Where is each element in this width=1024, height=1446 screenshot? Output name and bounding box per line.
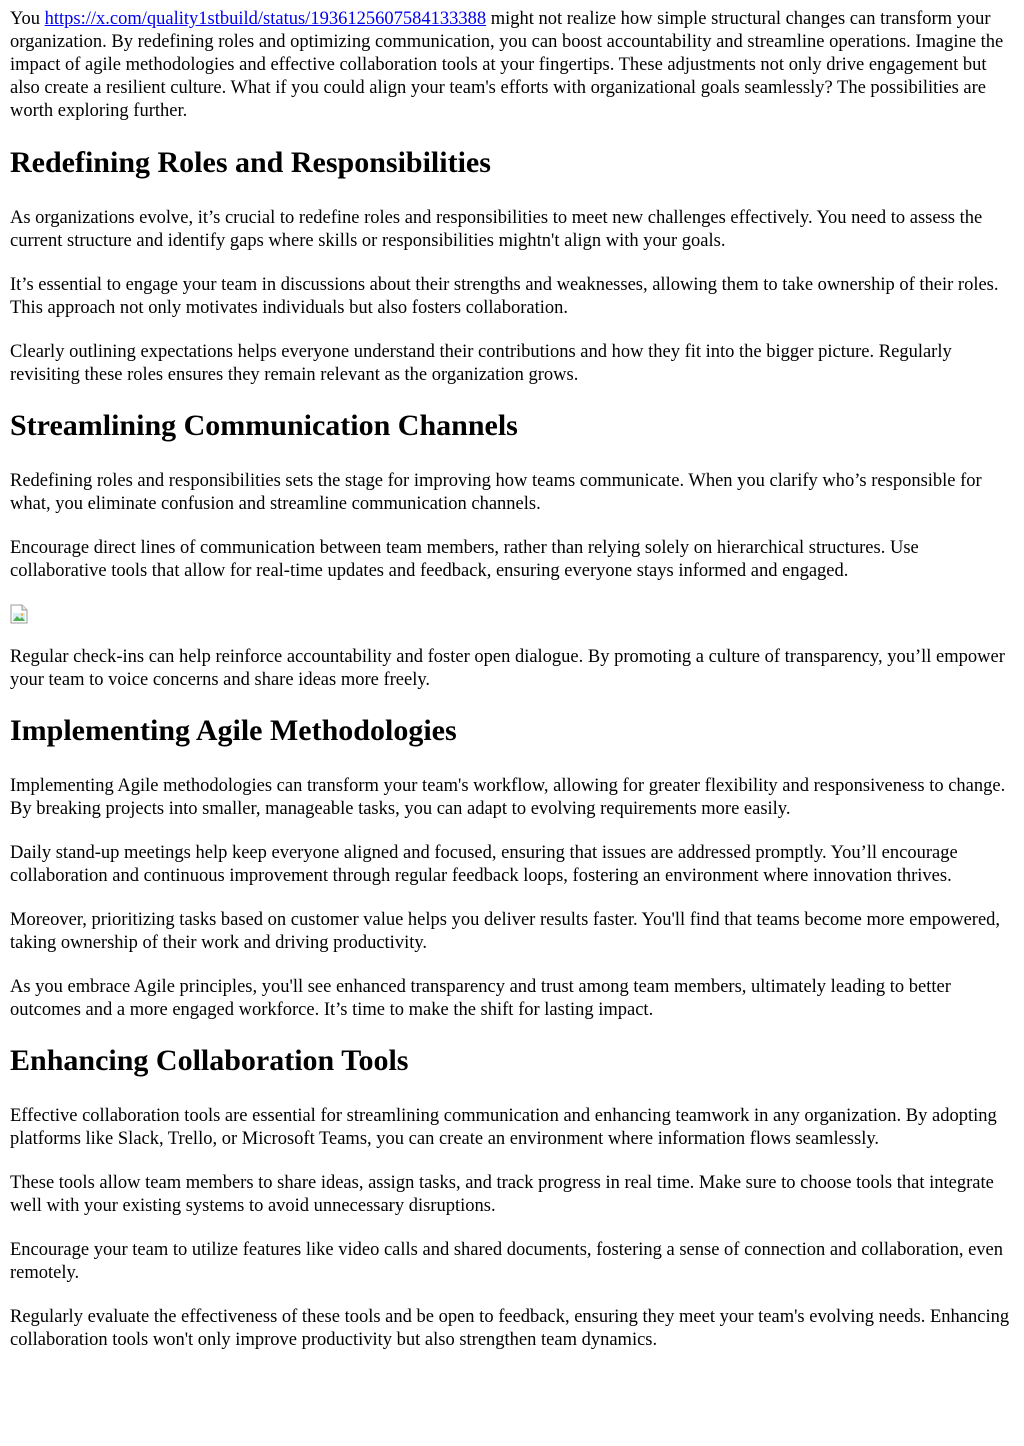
intro-paragraph <box>10 8 1014 123</box>
roles-paragraph-3: Clearly outlining expectations helps everyone understand their contributions and how they fit into the bigger picture. Regularly revisiting these roles ensures they remain relevant as the organization grows. <box>10 342 952 385</box>
agile-paragraph-4: As you embrace Agile principles, you'll see enhanced transparency and trust among team members, ultimately leading to better outcomes and a more engaged workforce. It’s time to make the shift for lasting impact. <box>10 977 951 1020</box>
communication-paragraph-2: Encourage direct lines of communication between team members, rather than relying solely on hierarchical structures. Use collaborative tools that allow for real-time updates and feedback, ensuring everyone stays informed and engaged. <box>10 538 919 581</box>
agile-paragraph-3: Moreover, prioritizing tasks based on customer value helps you deliver results faster. You'll find that teams become more empowered, taking ownership of their work and driving productivity. <box>10 910 1001 953</box>
section-heading-collaboration: Enhancing Collaboration Tools <box>10 1044 409 1077</box>
tweet-link[interactable]: https://x.com/quality1stbuild/status/1936125607584133388 <box>44 9 487 29</box>
collaboration-paragraph-1: Effective collaboration tools are essential for streamlining communication and enhancing teamwork in any organization. By adopting platforms like Slack, Trello, or Microsoft Teams, you can create an environment where information flows seamlessly. <box>10 1106 997 1149</box>
collaboration-paragraph-3: Encourage your team to utilize features like video calls and shared documents, fostering a sense of connection and collaboration, even remotely. <box>10 1240 1003 1283</box>
section-heading-roles: Redefining Roles and Responsibilities <box>10 146 491 179</box>
agile-paragraph-2: Daily stand-up meetings help keep everyone aligned and focused, ensuring that issues are addressed promptly. You’ll encourage collaboration and continuous improvement through regular feedback loops, fostering an environment where innovation thrives. <box>10 843 958 886</box>
broken-image-icon <box>10 604 30 624</box>
roles-paragraph-1: As organizations evolve, it’s crucial to redefine roles and responsibilities to meet new challenges effectively. You need to assess the current structure and identify gaps where skills or responsibilities mightn't align with your goals. <box>10 208 983 251</box>
section-heading-agile: Implementing Agile Methodologies <box>10 714 457 747</box>
roles-paragraph-2: It’s essential to engage your team in discussions about their strengths and weaknesses, allowing them to take ownership of their roles. This approach not only motivates individuals but also fosters collaboration. <box>10 275 999 318</box>
collaboration-paragraph-2: These tools allow team members to share ideas, assign tasks, and track progress in real time. Make sure to choose tools that integrate well with your existing systems to avoid unnecessary disruptions. <box>10 1173 994 1216</box>
communication-paragraph-1: Redefining roles and responsibilities sets the stage for improving how teams communicate. When you clarify who’s responsible for what, you eliminate confusion and streamline communication channels. <box>10 471 982 514</box>
agile-paragraph-1: Implementing Agile methodologies can transform your team's workflow, allowing for greater flexibility and responsiveness to change. By breaking projects into smaller, manageable tasks, you can adapt to evolving requirements more easily. <box>10 776 1006 819</box>
section-heading-communication: Streamlining Communication Channels <box>10 409 518 442</box>
collaboration-paragraph-4: Regularly evaluate the effectiveness of these tools and be open to feedback, ensuring they meet your team's evolving needs. Enhancing collaboration tools won't only improve productivity but also strengthen team dynamics. <box>10 1307 1010 1350</box>
intro-text: might not realize how simple structural changes can transform your organization. By redefining roles and optimizing communication, you can boost accountability and streamline operations. Imagine the impact of agile methodologies and effective collaboration tools at your fingertips. These adjustments not only drive engagement but also create a resilient culture. What if you could align your team's efforts with organizational goals seamlessly? The possibilities are worth exploring further. <box>10 9 1004 121</box>
intro-prefix: You <box>10 9 41 29</box>
communication-paragraph-3: Regular check-ins can help reinforce accountability and foster open dialogue. By promoting a culture of transparency, you’ll empower your team to voice concerns and share ideas more freely. <box>10 647 1005 690</box>
